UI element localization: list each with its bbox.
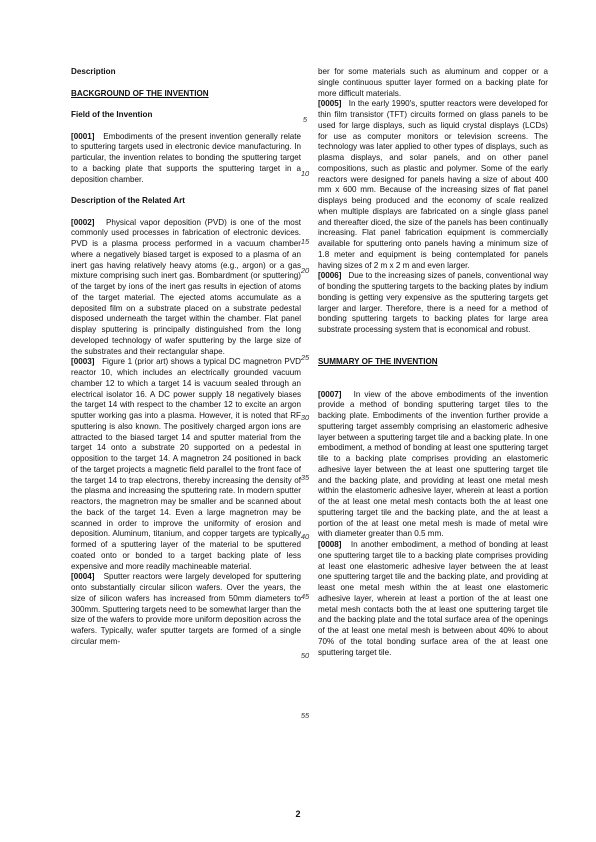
line-number: 25 bbox=[300, 353, 310, 362]
line-number: 20 bbox=[300, 266, 310, 275]
paragraph-number: [0003] bbox=[71, 357, 95, 367]
paragraph-0006 bbox=[318, 271, 548, 336]
line-number: 45 bbox=[300, 592, 310, 601]
field-heading: Field of the Invention bbox=[71, 110, 153, 119]
paragraph-0004 bbox=[71, 572, 301, 647]
right-column bbox=[318, 67, 548, 658]
paragraph-0003 bbox=[71, 357, 301, 572]
paragraph-text: Embodiments of the present invention generally relate to sputtering targets used in electronic device manufacturing. In particular, the invention relates to bonding the sputtering target to a backing plate that supports the sputtering target in a deposition chamber. bbox=[71, 131, 301, 184]
left-column bbox=[71, 67, 301, 648]
paragraph-number: [0006] bbox=[318, 271, 342, 281]
paragraph-number: [0004] bbox=[71, 572, 95, 582]
paragraph-number: [0001] bbox=[71, 131, 95, 141]
paragraph-text: Sputter reactors were largely developed for sputtering onto substantially circular silicon wafers. Over the years, the size of silicon wafers has increased from 50mm diameters to 300mm. Sputtering targets need to be somewhat larger than the size of the wafers to provide more uniform deposition across the wafers. Typically, wafer sputter targets are formed of a single circular mem- bbox=[71, 572, 302, 646]
paragraph-0005 bbox=[318, 99, 548, 271]
paragraph-0004-continued: ber for some materials such as aluminum and copper or a single continuous sputter layer formed on a backing plate for more difficult materials. bbox=[318, 67, 548, 98]
background-heading: BACKGROUND OF THE INVENTION bbox=[71, 88, 209, 98]
paragraph-text: Due to the increasing sizes of panels, conventional way of bonding the sputtering targets to the backing plates by indium bonding is getting very expensive as the sputtering targets get larger and larger. Therefore, there is a need for a method of bonding sputtering targets to backing plates for large area substrate processing system that is economical and robust. bbox=[318, 271, 548, 334]
paragraph-text: In another embodiment, a method of bonding at least one sputtering target tile to a backing plate comprises providing at least one elastomeric adhesive layer between the at least one sputtering target tile and the backing plate, and providing at least one metal mesh within the at least one elastomeric adhesive layer, wherein at least a portion of the at least one metal mesh contacts both the at least one sputtering target tile and the backing plate and the total surface area of the openings of the at least one metal mesh is between about 40% to about 70% of the total bonding surface area of the at least one sputtering target tile. bbox=[318, 540, 548, 657]
summary-heading: SUMMARY OF THE INVENTION bbox=[318, 357, 438, 367]
line-number: 5 bbox=[302, 115, 308, 124]
related-art-heading: Description of the Related Art bbox=[71, 196, 185, 205]
page-number: 2 bbox=[295, 809, 301, 819]
line-number: 10 bbox=[300, 169, 310, 178]
paragraph-0002 bbox=[71, 218, 301, 358]
paragraph-number: [0007] bbox=[318, 389, 342, 399]
paragraph-number: [0002] bbox=[71, 217, 95, 227]
paragraph-text: In view of the above embodiments of the invention provide a method of bonding sputtering target tiles to the backing plate. Embodiments of the invention further provide a sputtering target assembly comprising an elastomeric adhesive layer between a sputtering target tile and a backing plate. In one embodiment, a method of bonding at least one sputtering target tile to a backing plate comprises providing an elastomeric adhesive layer between the at least one sputtering target tile and the backing plate, and providing at least one metal mesh within the elastomeric adhesive layer, wherein at least a portion of the at least one metal mesh contacts both the at least one sputtering target tile and the backing plate, and the at least a portion of the at least one metal mesh is made of metal wire with diameter greater than 0.5 mm. bbox=[318, 389, 548, 539]
line-number: 50 bbox=[300, 651, 310, 660]
line-number: 55 bbox=[300, 711, 310, 720]
paragraph-0007 bbox=[318, 390, 548, 541]
line-number: 15 bbox=[300, 237, 310, 246]
paragraph-0008 bbox=[318, 540, 548, 658]
paragraph-number: [0005] bbox=[318, 99, 342, 109]
line-number: 35 bbox=[300, 473, 310, 482]
paragraph-text: In the early 1990's, sputter reactors were developed for thin film transistor (TFT) circuits formed on glass panels to be used for large displays, such as liquid crystal displays (LCDs) for use as computer monitors or television screens. The technology was later applied to other types of displays, such as plasma displays, and solar panels, and on other panel compositions, such as plastic and polymer. Some of the early reactors were designed for panels having a size of about 400 mm x 600 mm. Because of the increasing sizes of flat panel displays being produced and the economy of scale realized when multiple displays are fabricated on a single glass panel and thereafter diced, the size of the panels has been continually increasing. Flat panel fabrication equipment is commercially available for sputtering onto panels having a minimum size of 1.8 meter and equipment is being contemplated for panels having sizes of 2 m x 2 m and even larger. bbox=[318, 99, 548, 270]
paragraph-number: [0008] bbox=[318, 540, 342, 549]
line-number: 40 bbox=[300, 532, 310, 541]
paragraph-0001 bbox=[71, 132, 301, 186]
description-heading: Description bbox=[71, 67, 116, 76]
paragraph-text: Figure 1 (prior art) shows a typical DC magnetron PVD reactor 10, which includes an electrically grounded vacuum chamber 12 to which a target 14 is vacuum sealed through an electrical isolator 16. A DC power supply 18 negatively biases the target 14 with respect to the chamber 12 to excite an argon sputter working gas into a plasma. However, it is noted that RF sputtering is also known. The positively charged argon ions are attracted to the biased target 14 and sputter material from the target 14 onto a substrate 20 supported on a pedestal in opposition to the target 14. A magnetron 24 positioned in back of the target projects a magnetic field parallel to the front face of the target 14 to trap electrons, thereby increasing the density of the plasma and increasing the sputtering rate. In modern sputter reactors, the magnetron may be smaller and be scanned about the back of the target 14. Even a large magnetron may be scanned in order to improve the uniformity of erosion and deposition. Aluminum, titanium, and copper targets are typically formed of a sputtering layer of the material to be sputtered coated onto or bonded to a target backing plate of less expensive and more readily machineable material. bbox=[71, 357, 302, 571]
line-number: 30 bbox=[300, 413, 310, 422]
paragraph-text: Physical vapor deposition (PVD) is one of the most commonly used processes in fabrication of electronic devices. PVD is a plasma process performed in a vacuum chamber where a negatively biased target is exposed to a plasma of an inert gas having relatively heavy atoms (e.g., argon) or a gas mixture comprising such inert gas. Bombardment (or sputtering) of the target by ions of the inert gas results in ejection of atoms of the target material. The ejected atoms accumulate as a deposited film on a substrate placed on a substrate pedestal disposed underneath the target within the chamber. Flat panel display sputtering is principally distinguished from the long developed technology of wafer sputtering by the large size of the substrates and their rectangular shape. bbox=[71, 217, 301, 356]
